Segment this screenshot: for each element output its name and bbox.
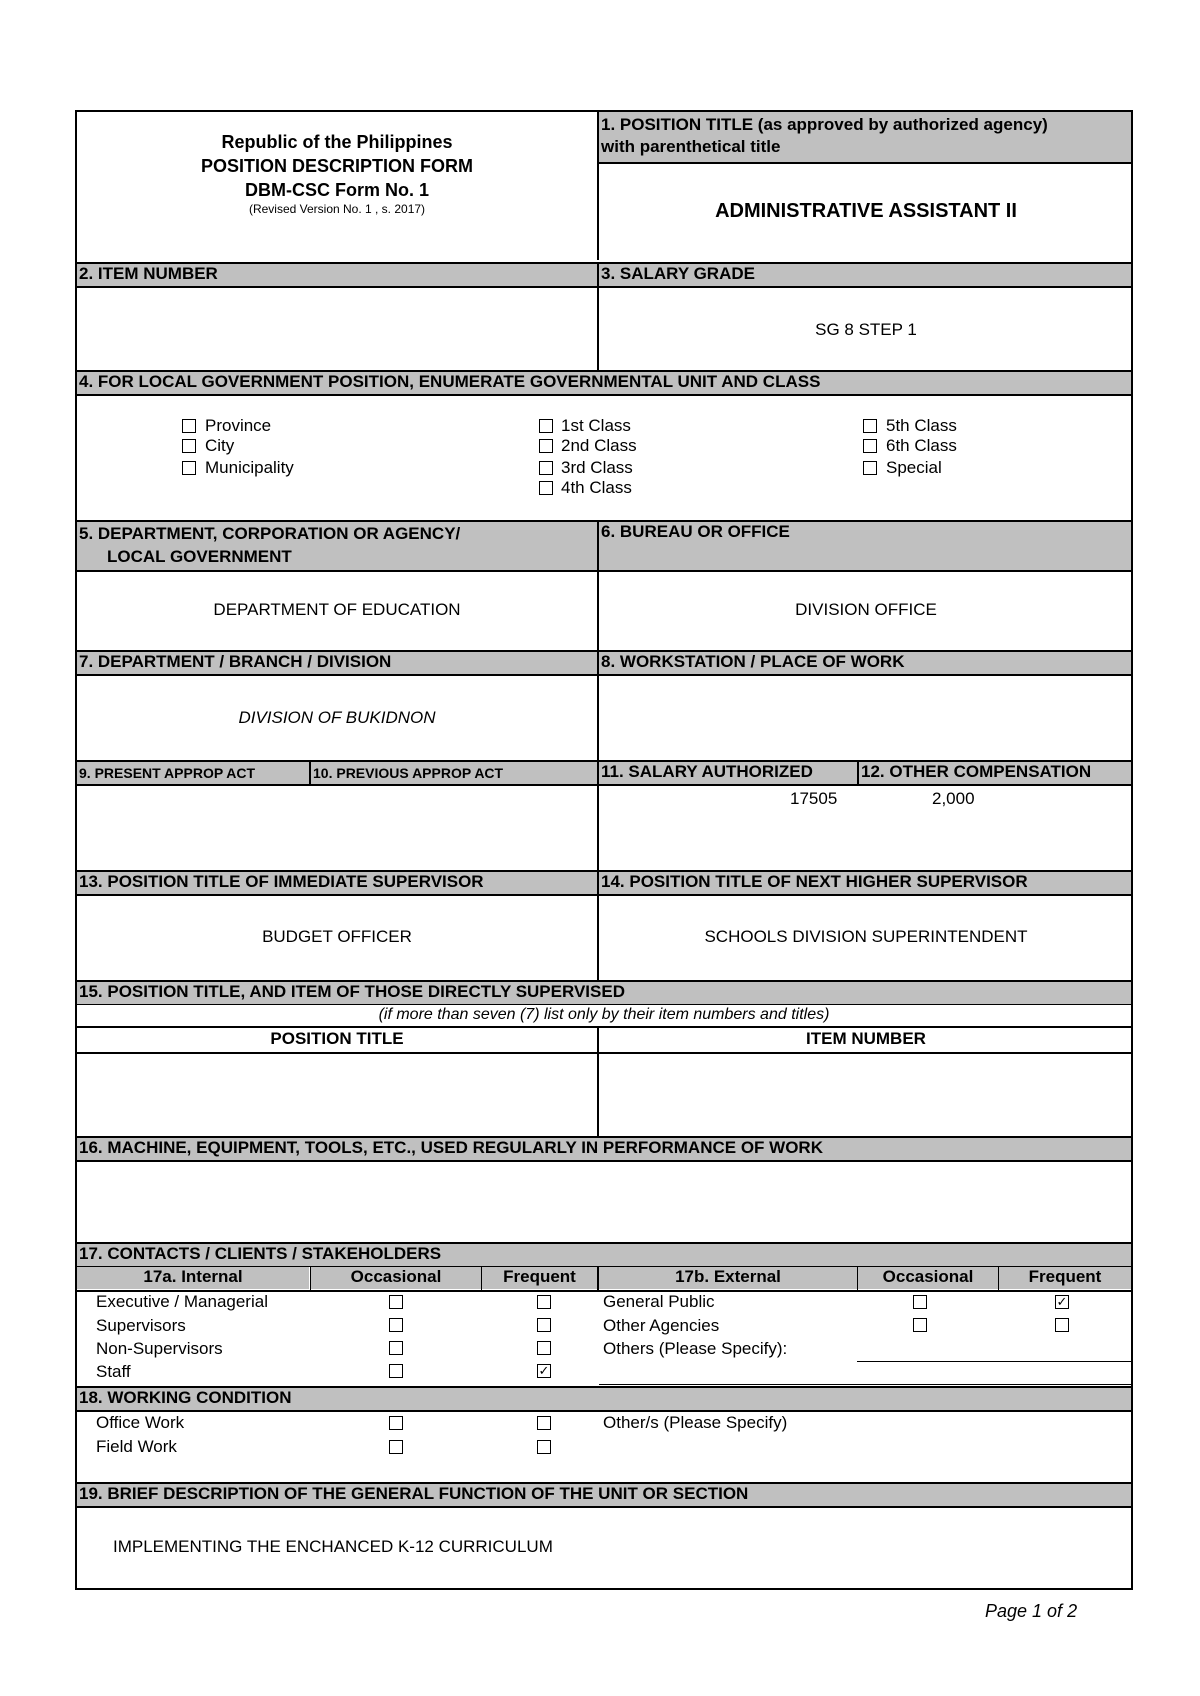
divider [75, 1410, 1133, 1412]
internal-row-label: Supervisors [96, 1316, 186, 1335]
divider [597, 760, 599, 870]
5th-class-label: 5th Class [886, 416, 957, 435]
supervisors-occasional-checkbox[interactable] [389, 1318, 403, 1332]
internal-frequent-header: Frequent [482, 1267, 597, 1289]
4th-class-checkbox[interactable] [539, 481, 553, 495]
department-header: 5. DEPARTMENT, CORPORATION OR AGENCY/ LOCAL GOVERNMENT [77, 522, 597, 570]
executive-frequent-checkbox[interactable] [537, 1295, 551, 1309]
position-title-value[interactable]: ADMINISTRATIVE ASSISTANT II [715, 200, 1017, 222]
divider [75, 1160, 1133, 1162]
salary-grade-value[interactable]: SG 8 STEP 1 [815, 320, 917, 339]
divider [75, 1004, 1133, 1005]
supervised-header: 15. POSITION TITLE, AND ITEM OF THOSE DIRECTLY SUPERVISED [77, 982, 1131, 1004]
others-specify-label: Others (Please Specify): [603, 1339, 788, 1358]
item-number-header: 2. ITEM NUMBER [77, 264, 597, 286]
2nd-class-label: 2nd Class [561, 436, 637, 455]
divider [75, 1052, 1133, 1054]
lgu-header: 4. FOR LOCAL GOVERNMENT POSITION, ENUMERATE GOVERNMENTAL UNIT AND CLASS [77, 372, 1131, 394]
page-number: Page 1 of 2 [985, 1601, 1078, 1621]
municipality-checkbox[interactable] [182, 461, 196, 475]
special-label: Special [886, 458, 942, 477]
1st-class-label: 1st Class [561, 416, 631, 435]
salary-authorized-value[interactable]: 17505 [790, 789, 838, 808]
divider [597, 520, 599, 650]
4th-class-label: 4th Class [561, 478, 632, 497]
working-condition-header: 18. WORKING CONDITION [77, 1388, 1131, 1410]
non-supervisors-occasional-checkbox[interactable] [389, 1341, 403, 1355]
department-value[interactable]: DEPARTMENT OF EDUCATION [213, 600, 461, 619]
bureau-value[interactable]: DIVISION OFFICE [795, 600, 937, 619]
other-compensation-value[interactable]: 2,000 [932, 789, 975, 808]
general-function-value[interactable]: IMPLEMENTING THE ENCHANCED K-12 CURRICULUM [113, 1537, 553, 1556]
position-title-column-header: POSITION TITLE [270, 1029, 404, 1048]
divider [75, 1026, 1133, 1028]
internal-row-label: Executive / Managerial [96, 1292, 268, 1311]
office-work-label: Office Work [96, 1413, 185, 1432]
divider [597, 870, 599, 980]
other-conditions-label: Other/s (Please Specify) [603, 1413, 788, 1432]
internal-header: 17a. Internal [77, 1267, 309, 1289]
province-label: Province [205, 416, 272, 435]
divider [599, 1384, 1133, 1385]
2nd-class-checkbox[interactable] [539, 439, 553, 453]
salary-authorized-header: 11. SALARY AUTHORIZED [599, 762, 857, 784]
municipality-label: Municipality [205, 458, 294, 477]
field-work-frequent-checkbox[interactable] [537, 1440, 551, 1454]
divider [75, 674, 1133, 676]
form-number: DBM-CSC Form No. 1 [245, 180, 429, 200]
divider [75, 784, 1133, 786]
field-work-occasional-checkbox[interactable] [389, 1440, 403, 1454]
office-work-frequent-checkbox[interactable] [537, 1416, 551, 1430]
staff-frequent-checkbox[interactable]: ✓ [538, 1363, 550, 1378]
divider [75, 570, 1133, 572]
general-public-frequent-checkbox[interactable]: ✓ [1056, 1294, 1068, 1309]
divider [75, 286, 1133, 288]
province-checkbox[interactable] [182, 419, 196, 433]
immediate-supervisor-value[interactable]: BUDGET OFFICER [262, 927, 412, 946]
3rd-class-label: 3rd Class [561, 458, 633, 477]
internal-occasional-header: Occasional [311, 1267, 481, 1289]
executive-occasional-checkbox[interactable] [389, 1295, 403, 1309]
6th-class-checkbox[interactable] [863, 439, 877, 453]
non-supervisors-frequent-checkbox[interactable] [537, 1341, 551, 1355]
form-name: POSITION DESCRIPTION FORM [200, 156, 473, 176]
divider [75, 394, 1133, 396]
other-agencies-occasional-checkbox[interactable] [913, 1318, 927, 1332]
workstation-header: 8. WORKSTATION / PLACE OF WORK [599, 652, 1131, 674]
general-public-occasional-checkbox[interactable] [913, 1295, 927, 1309]
next-higher-supervisor-value[interactable]: SCHOOLS DIVISION SUPERINTENDENT [704, 927, 1028, 946]
present-approp-header: 9. PRESENT APPROP ACT [77, 762, 309, 784]
bureau-header: 6. BUREAU OR OFFICE [599, 522, 1131, 570]
contacts-header: 17. CONTACTS / CLIENTS / STAKEHOLDERS [77, 1244, 1131, 1266]
s1-header: 1. POSITION TITLE (as approved by authorized agency) with parenthetical title [599, 112, 1131, 162]
staff-occasional-checkbox[interactable] [389, 1364, 403, 1378]
internal-row-label: Non-Supervisors [96, 1339, 223, 1358]
divider [75, 894, 1133, 896]
internal-row-label: Staff [96, 1362, 131, 1381]
office-work-occasional-checkbox[interactable] [389, 1416, 403, 1430]
branch-value[interactable]: DIVISION OF BUKIDNON [238, 708, 436, 727]
special-checkbox[interactable] [863, 461, 877, 475]
city-checkbox[interactable] [182, 439, 196, 453]
previous-approp-header: 10. PREVIOUS APPROP ACT [311, 762, 597, 784]
divider [599, 162, 1133, 164]
divider [597, 650, 599, 760]
general-function-header: 19. BRIEF DESCRIPTION OF THE GENERAL FUNCTION OF THE UNIT OR SECTION [77, 1484, 1131, 1506]
salary-grade-header: 3. SALARY GRADE [599, 264, 1131, 286]
external-occasional-header: Occasional [858, 1267, 998, 1289]
5th-class-checkbox[interactable] [863, 419, 877, 433]
6th-class-label: 6th Class [886, 436, 957, 455]
others-specify-line[interactable] [857, 1361, 1133, 1362]
next-higher-supervisor-header: 14. POSITION TITLE OF NEXT HIGHER SUPERVISOR [599, 872, 1131, 894]
equipment-header: 16. MACHINE, EQUIPMENT, TOOLS, ETC., USED REGULARLY IN PERFORMANCE OF WORK [77, 1138, 1131, 1160]
item-number-column-header: ITEM NUMBER [806, 1029, 926, 1048]
city-label: City [205, 436, 235, 455]
republic-title: Republic of the Philippines [221, 132, 453, 152]
immediate-supervisor-header: 13. POSITION TITLE OF IMMEDIATE SUPERVISOR [77, 872, 597, 894]
branch-header: 7. DEPARTMENT / BRANCH / DIVISION [77, 652, 597, 674]
3rd-class-checkbox[interactable] [539, 461, 553, 475]
form-header [77, 130, 597, 216]
supervisors-frequent-checkbox[interactable] [537, 1318, 551, 1332]
field-work-label: Field Work [96, 1437, 177, 1456]
divider [597, 262, 599, 370]
other-compensation-header: 12. OTHER COMPENSATION [859, 762, 1131, 784]
divider [75, 1506, 1133, 1508]
supervised-note: (if more than seven (7) list only by their item numbers and titles) [378, 1006, 830, 1023]
1st-class-checkbox[interactable] [539, 419, 553, 433]
external-row-label: Other Agencies [603, 1316, 720, 1335]
divider [597, 1026, 599, 1136]
external-header: 17b. External [599, 1267, 857, 1289]
external-row-label: General Public [603, 1292, 715, 1311]
form-revision: (Revised Version No. 1 , s. 2017) [248, 202, 426, 216]
other-agencies-frequent-checkbox[interactable] [1055, 1318, 1069, 1332]
external-frequent-header: Frequent [999, 1267, 1131, 1289]
